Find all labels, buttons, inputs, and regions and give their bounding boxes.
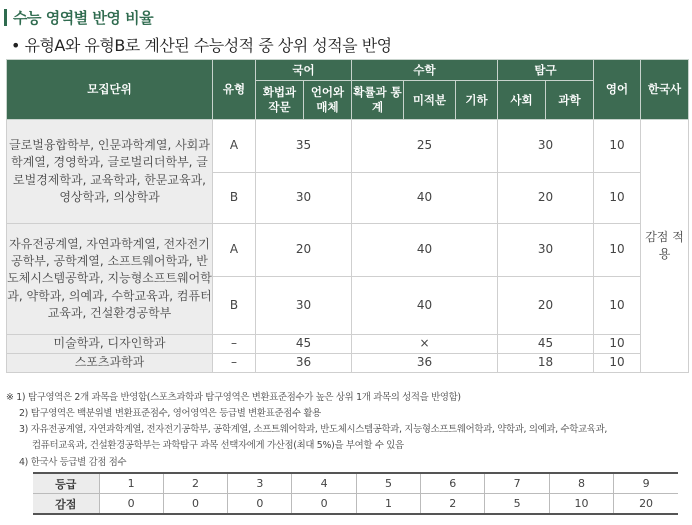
subtitle: • 유형A와 유형B로 계산된 수능성적 중 상위 성적을 반영 [11, 36, 392, 55]
title-accent-bar [4, 9, 7, 26]
unit-cell: 미술학과, 디자인학과 [7, 335, 213, 354]
deduction-cell: 0 [163, 494, 227, 515]
footnote-3-continued: 컴퓨터교육과, 건설환경공학부는 과학탐구 과목 선택자에게 가산점(최대 5%)을 부여할 수 있음 [32, 440, 404, 451]
deduction-cell: 0 [292, 494, 356, 515]
table-row [7, 120, 689, 173]
footnote-1: ※ 1) 탐구영역은 2개 과목을 반영함(스포츠과학과 탐구영역은 변환표준점수가 높은 상위 1개 과목의 성적을 반영함) [6, 392, 461, 403]
header-english: 영어 [594, 60, 641, 120]
korean-cell: 30 [256, 173, 352, 224]
header-inquiry: 탐구 [498, 60, 594, 81]
inquiry-cell: 30 [498, 224, 594, 277]
header-korean-language-media: 언어와 매체 [304, 81, 352, 120]
header-inquiry-science: 과학 [546, 81, 594, 120]
history-deduction-table [33, 472, 678, 515]
grade-cell: 4 [292, 473, 356, 494]
unit-cell: 스포츠과학과 [7, 354, 213, 373]
grade-cell: 3 [228, 473, 292, 494]
footnote-2: 2) 탐구영역은 백분위별 변환표준점수, 영어영역은 등급별 변환표준점수 활용 [19, 408, 321, 419]
grade-cell: 8 [549, 473, 613, 494]
math-cell: 40 [352, 173, 498, 224]
table-row [7, 224, 689, 277]
korean-cell: 36 [256, 354, 352, 373]
type-cell: – [213, 335, 256, 354]
deduction-cell: 5 [485, 494, 549, 515]
deduction-cell: 2 [421, 494, 485, 515]
english-cell: 10 [594, 277, 641, 335]
footnote-4: 4) 한국사 등급별 감점 점수 [19, 457, 127, 468]
korean-cell: 20 [256, 224, 352, 277]
header-math-calculus: 미적분 [404, 81, 456, 120]
math-cell: 25 [352, 120, 498, 173]
deduction-cell: 10 [549, 494, 613, 515]
english-cell: 10 [594, 173, 641, 224]
header-korean-speech-writing: 화법과 작문 [256, 81, 304, 120]
table-row [7, 335, 689, 354]
inquiry-cell: 30 [498, 120, 594, 173]
math-cell: × [352, 335, 498, 354]
header-math-probability: 확률과 통계 [352, 81, 404, 120]
type-cell: A [213, 120, 256, 173]
deduction-row [33, 494, 678, 515]
english-cell: 10 [594, 120, 641, 173]
grade-cell: 2 [163, 473, 227, 494]
header-inquiry-social: 사회 [498, 81, 546, 120]
inquiry-cell: 45 [498, 335, 594, 354]
english-cell: 10 [594, 354, 641, 373]
header-math: 수학 [352, 60, 498, 81]
header-history: 한국사 [641, 60, 689, 120]
footnote-3: 3) 자유전공계열, 자연과학계열, 전자전기공학부, 공학계열, 소프트웨어학과, 반도체시스템공학과, 지능형소프트웨어학과, 약학과, 의예과, 수학교육과, [19, 424, 608, 435]
inquiry-cell: 20 [498, 277, 594, 335]
deduction-cell: 0 [99, 494, 163, 515]
type-cell: B [213, 173, 256, 224]
grade-cell: 5 [356, 473, 420, 494]
page-title: 수능 영역별 반영 비율 [13, 8, 154, 27]
math-cell: 40 [352, 224, 498, 277]
deduction-cell: 1 [356, 494, 420, 515]
unit-cell: 글로벌융합학부, 인문과학계열, 사회과학계열, 경영학과, 글로벌리더학부, 글로벌경제학과, 교육학과, 한문교육과, 영상학과, 의상학과 [7, 120, 213, 224]
english-cell: 10 [594, 224, 641, 277]
header-row-1 [7, 60, 689, 81]
korean-cell: 35 [256, 120, 352, 173]
header-unit: 모집단위 [7, 60, 213, 120]
deduction-cell: 20 [614, 494, 678, 515]
type-cell: – [213, 354, 256, 373]
score-ratio-table [6, 59, 689, 373]
grade-cell: 7 [485, 473, 549, 494]
history-cell: 감점 적용 [641, 120, 689, 373]
grade-cell: 9 [614, 473, 678, 494]
math-cell: 40 [352, 277, 498, 335]
grade-label: 등급 [33, 473, 99, 494]
table-row [7, 354, 689, 373]
section-title [4, 6, 153, 28]
grade-row [33, 473, 678, 494]
korean-cell: 45 [256, 335, 352, 354]
header-math-geometry: 기하 [456, 81, 498, 120]
english-cell: 10 [594, 335, 641, 354]
deduction-cell: 0 [228, 494, 292, 515]
header-korean: 국어 [256, 60, 352, 81]
math-cell: 36 [352, 354, 498, 373]
type-cell: A [213, 224, 256, 277]
header-type: 유형 [213, 60, 256, 120]
unit-cell: 자유전공계열, 자연과학계열, 전자전기공학부, 공학계열, 소프트웨어학과, 반도체시스템공학과, 지능형소프트웨어학과, 약학과, 의예과, 수학교육과, 컴퓨터교육과, 건설환경공학부 [7, 224, 213, 335]
inquiry-cell: 20 [498, 173, 594, 224]
type-cell: B [213, 277, 256, 335]
deduction-label: 감점 [33, 494, 99, 515]
grade-cell: 6 [421, 473, 485, 494]
grade-cell: 1 [99, 473, 163, 494]
inquiry-cell: 18 [498, 354, 594, 373]
korean-cell: 30 [256, 277, 352, 335]
